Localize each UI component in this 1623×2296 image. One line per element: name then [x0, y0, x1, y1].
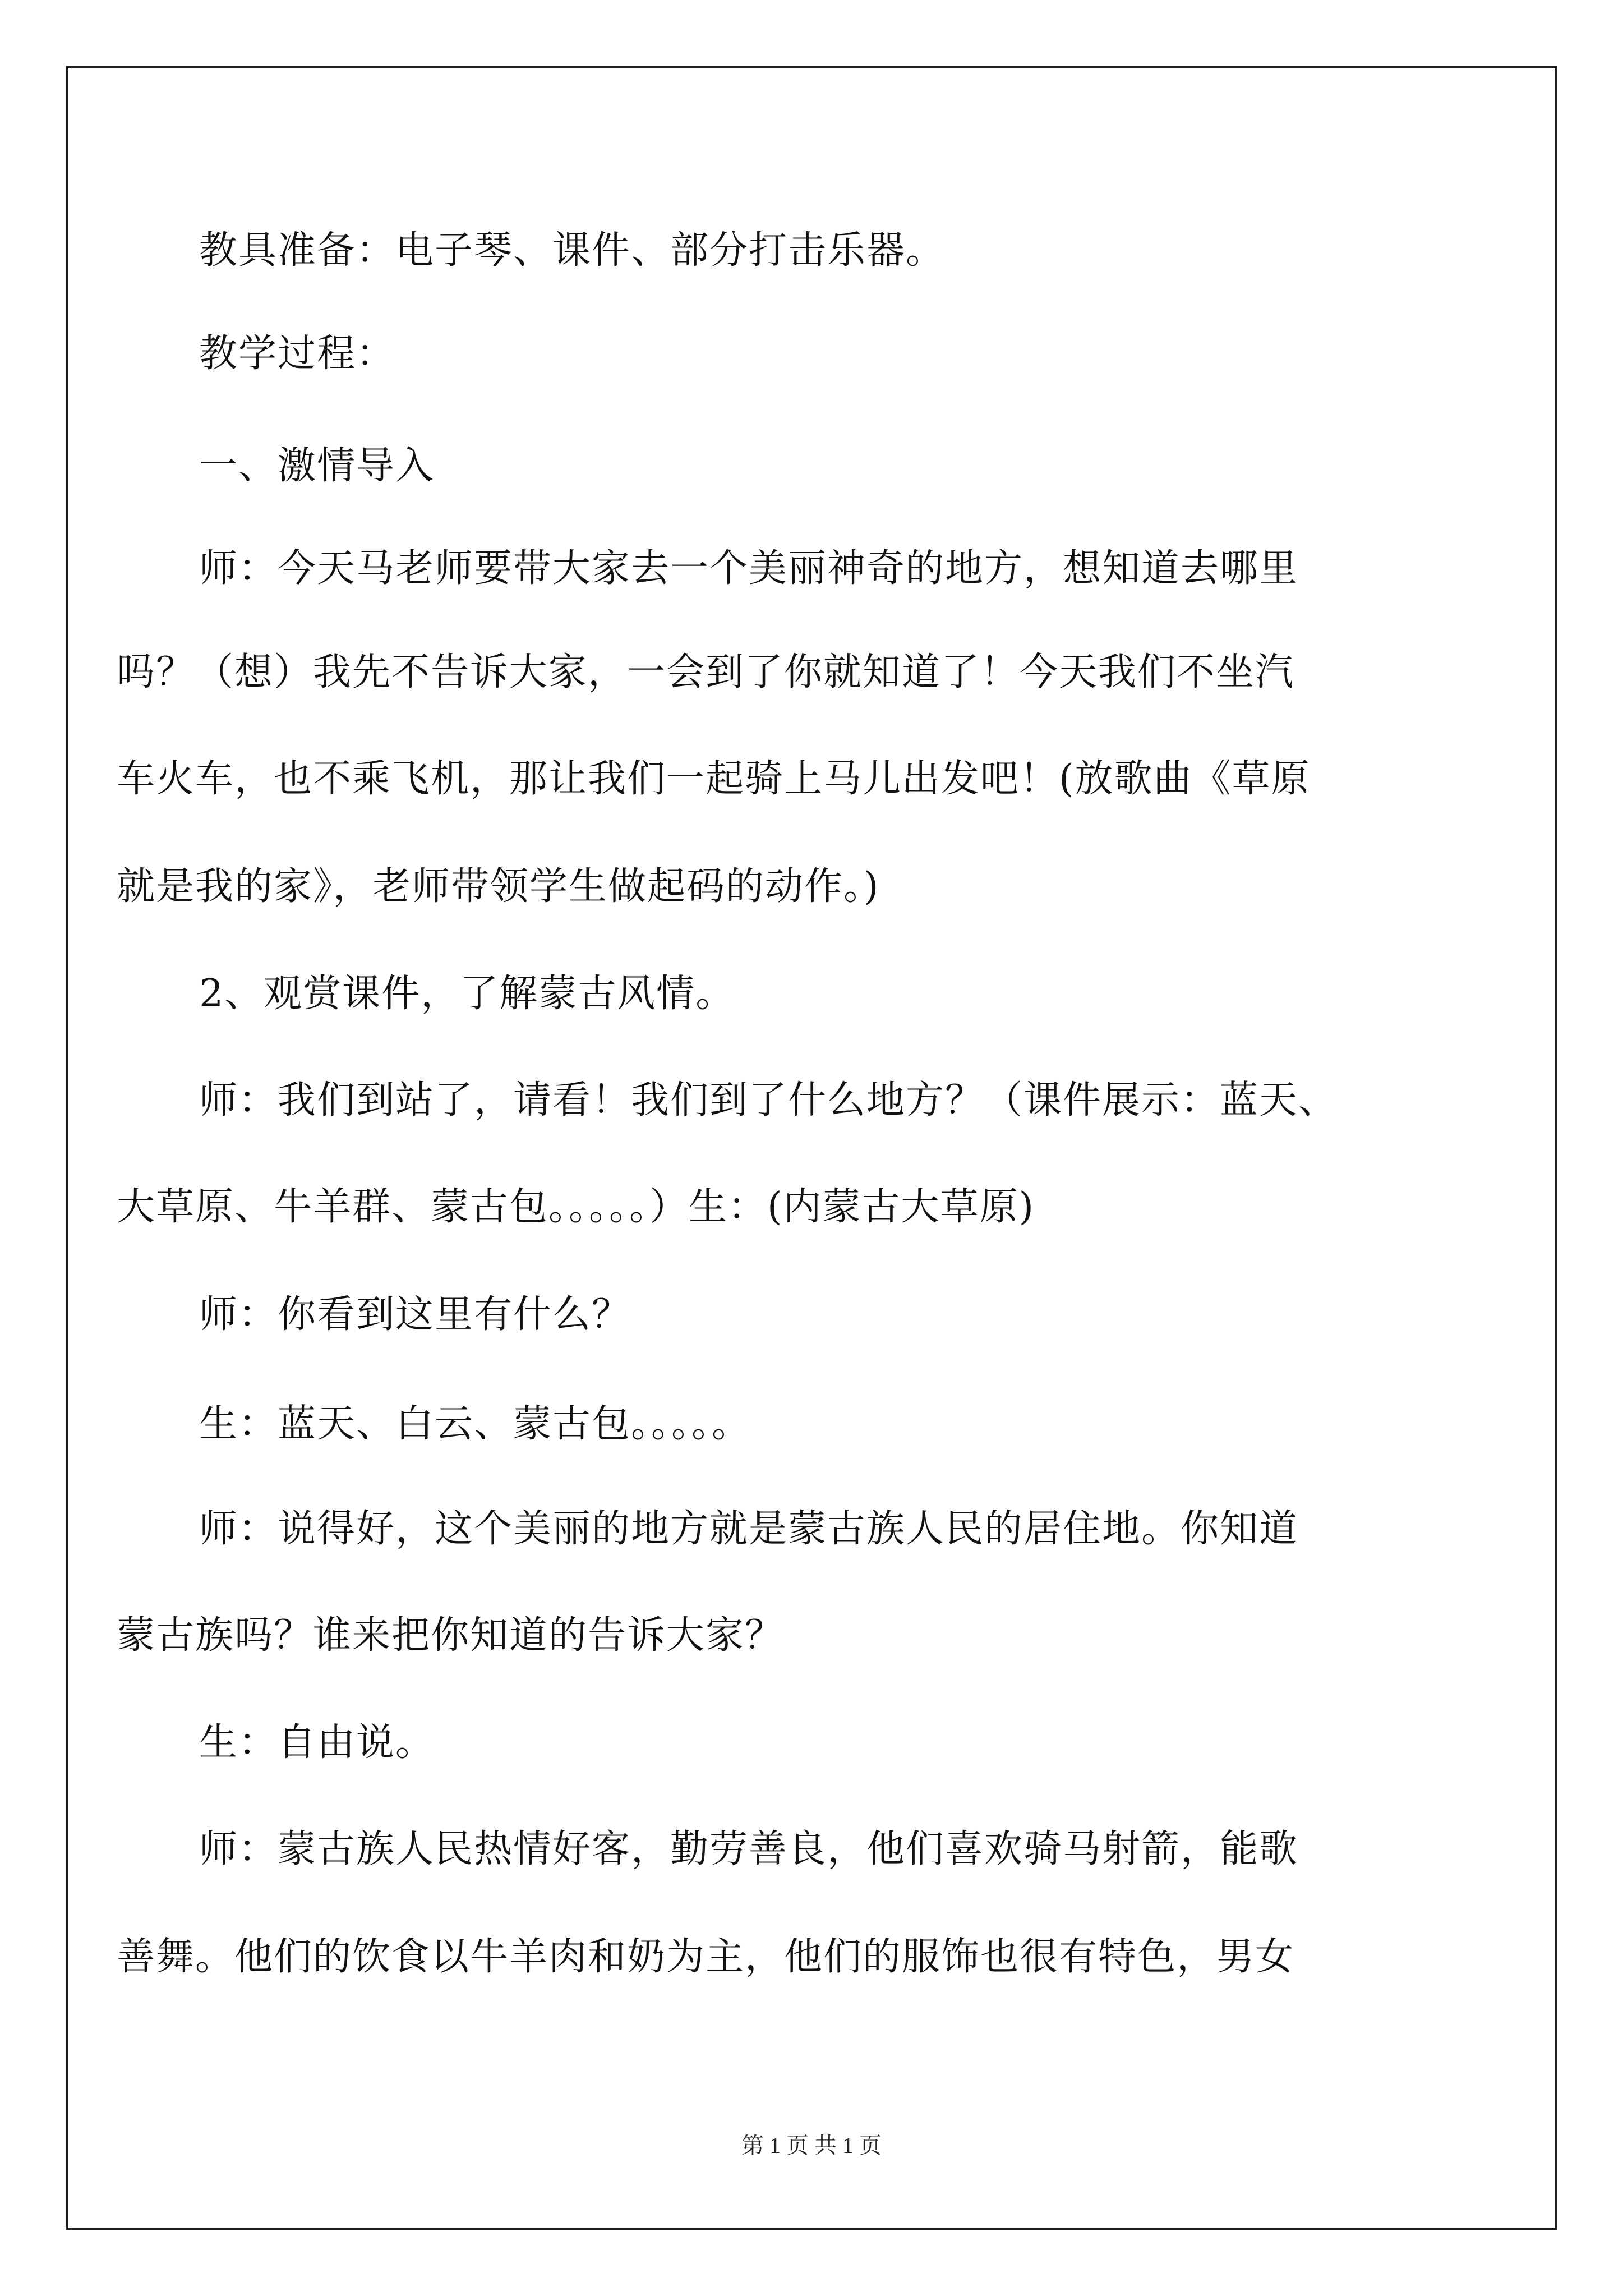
paragraph-line: 吗？（想）我先不告诉大家，一会到了你就知道了！今天我们不坐汽 [117, 650, 1295, 694]
paragraph-line: 生：自由说。 [199, 1720, 435, 1765]
paragraph-line: 师：我们到站了，请看！我们到了什么地方？（课件展示：蓝天、 [199, 1078, 1338, 1122]
paragraph-line: 教学过程： [199, 332, 396, 376]
paragraph-line: 善舞。他们的饮食以牛羊肉和奶为主，他们的服饰也很有特色，男女 [117, 1935, 1295, 1979]
paragraph-line: 生：蓝天、白云、蒙古包。。。。。 [199, 1402, 751, 1446]
paragraph-line: 蒙古族吗？谁来把你知道的告诉大家？ [117, 1613, 785, 1658]
paragraph-line: 车火车，也不乘飞机，那让我们一起骑上马儿出发吧！(放歌曲《草原 [117, 757, 1311, 801]
paragraph-line: 大草原、牛羊群、蒙古包。。。。。）生：(内蒙古大草原) [117, 1185, 1035, 1229]
page-border [66, 66, 1557, 2230]
paragraph-line: 就是我的家》，老师带领学生做起码的动作。) [117, 864, 880, 909]
paragraph-line: 2、观赏课件，了解蒙古风情。 [199, 972, 735, 1016]
page-number-footer: 第 1 页 共 1 页 [741, 2133, 882, 2158]
paragraph-line: 教具准备：电子琴、课件、部分打击乐器。 [199, 228, 946, 273]
paragraph-line: 师：你看到这里有什么？ [199, 1292, 631, 1337]
paragraph-line: 师：蒙古族人民热情好客，勤劳善良，他们喜欢骑马射箭，能歌 [199, 1827, 1299, 1871]
paragraph-line: 师：说得好，这个美丽的地方就是蒙古族人民的居住地。你知道 [199, 1507, 1299, 1551]
paragraph-line: 一、激情导入 [199, 444, 435, 488]
paragraph-line: 师：今天马老师要带大家去一个美丽神奇的地方，想知道去哪里 [199, 546, 1299, 591]
